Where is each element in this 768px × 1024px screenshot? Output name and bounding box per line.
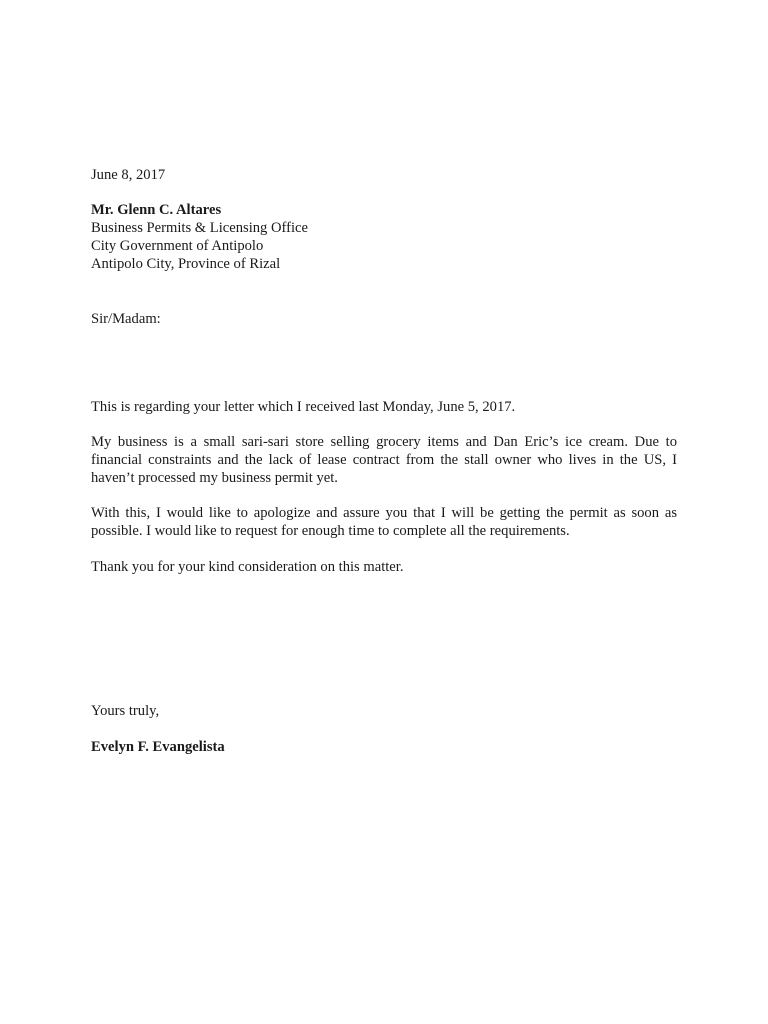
body-paragraph-4: Thank you for your kind consideration on this matter. bbox=[91, 559, 404, 575]
body-paragraph-2: My business is a small sari-sari store selling grocery items and Dan Eric’s ice cream. Due to financial constraints and the lack of lease contract from the stall owner who lives in the US, I haven’t processed my business permit yet. bbox=[91, 434, 677, 486]
letter-date: June 8, 2017 bbox=[91, 167, 166, 183]
closing: Yours truly, bbox=[91, 703, 160, 719]
recipient-name: Mr. Glenn C. Altares bbox=[91, 202, 222, 218]
salutation: Sir/Madam: bbox=[91, 311, 161, 327]
signature-name: Evelyn F. Evangelista bbox=[91, 739, 225, 755]
body-paragraph-3: With this, I would like to apologize and assure you that I will be getting the permit as soon as possible. I would like to request for enough time to complete all the requirements. bbox=[91, 505, 677, 539]
body-paragraph-1: This is regarding your letter which I received last Monday, June 5, 2017. bbox=[91, 399, 516, 415]
recipient-office: Business Permits & Licensing Office bbox=[91, 220, 308, 236]
recipient-government: City Government of Antipolo bbox=[91, 238, 264, 254]
recipient-address: Antipolo City, Province of Rizal bbox=[91, 256, 281, 272]
